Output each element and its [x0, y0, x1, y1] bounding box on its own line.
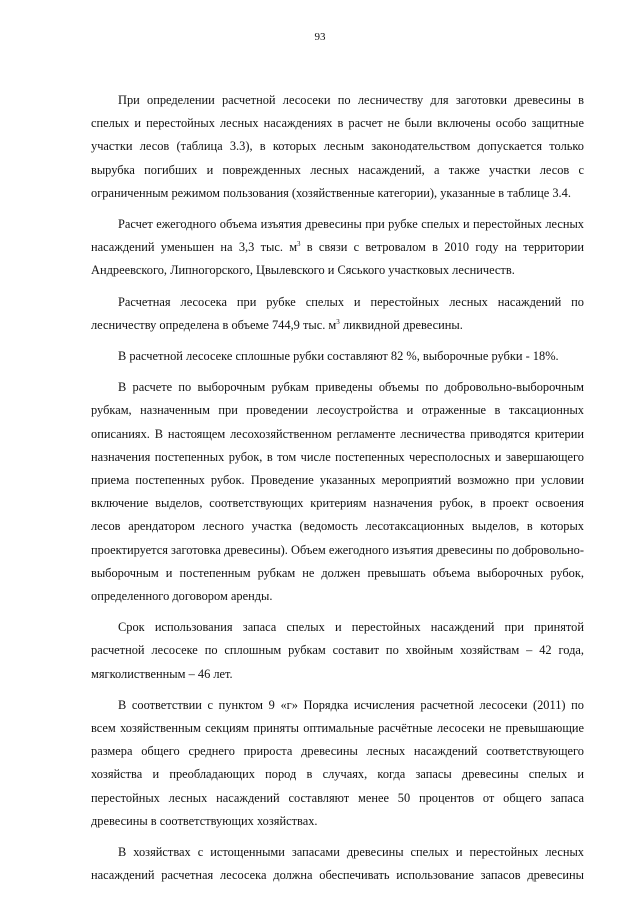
paragraph-text: Срок использования запаса спелых и перестойных насаждений при принятой расчетной лесосеке по сплошным рубкам составит по хвойным хозяйствам – 42 года, мягколиственным – 46 лет. — [91, 620, 584, 681]
paragraph-depleted-reserves — [91, 841, 584, 887]
paragraph-reserve-term — [91, 616, 584, 686]
paragraph-allowable-cut-volume — [91, 291, 584, 337]
paragraph-text: в связи с ветровалом в 2010 году на территории Андреевского, Липногорского, Цвылевского и Сяського участковых лесничеств. — [91, 240, 584, 278]
page-number: 93 — [314, 31, 326, 43]
paragraph-text: В хозяйствах с истощенными запасами древесины спелых и перестойных лесных насаждений расчетная лесосека должна обеспечивать использование запасов древесины — [91, 845, 584, 883]
paragraph-text: В соответствии с пунктом 9 «г» Порядка исчисления расчетной лесосеки (2011) по всем хозяйственным секциям приняты оптимальные расчётные лесосеки не превышающие размера общего среднего прироста древесины лесных насаждений соответствующего хозяйства и преобладающих пород в случаях, когда запасы древесины спелых и перестойных лесных насаждений составляют менее 50 процентов от общего запаса древесины в соответствующих хозяйствах. — [91, 697, 584, 828]
paragraph-text: ликвидной древесины. — [339, 317, 463, 332]
paragraph-text: В расчете по выборочным рубкам приведены объемы по добровольно-выборочным рубкам, назначенным при проведении лесоустройства и отраженные в таксационных описаниях. В настоящем лесохозяйственном регламенте лесничества приводятся критерии назначения постепенных рубок, в том числе постепенных чересполосных и завершающего приема постепенных рубок. Проведение указанных мероприятий возможно при условии включение выделов, соответствующих критериям назначения рубок, в проект освоения лесов арендатором лесного участка (ведомость лесотаксационных выделов, в которых проектируется заготовка древесины). Объем ежегодного изъятия древесины по добровольно-выборочным и постепенным рубкам не должен превышать объема выборочных рубок, определенного договором аренды. — [91, 380, 584, 604]
superscript-cubic: 3 — [336, 317, 340, 326]
body-text — [91, 89, 584, 888]
paragraph-selective-cutting — [91, 376, 584, 608]
paragraph-text: В расчетной лесосеке сплошные рубки составляют 82 %, выборочные рубки - 18%. — [118, 349, 559, 364]
paragraph-windfall-reduction — [91, 213, 584, 283]
paragraph-text: Расчетная лесосека при рубке спелых и перестойных лесных насаждений по лесничеству определена в объеме 744,9 тыс. м — [91, 294, 584, 332]
paragraph-text: При определении расчетной лесосеки по лесничеству для заготовки древесины в спелых и перестойных лесных насаждениях в расчет не были включены особо защитные участки лесов (таблица 3.3), в которых лесным законодательством допускается только вырубка погибших и поврежденных лесных насаждений, а также участки лесов с ограниченным режимом пользования (хозяйственные категории), указанные в таблице 3.4. — [91, 93, 584, 200]
paragraph-excluded-forests — [91, 89, 584, 205]
superscript-cubic: 3 — [297, 240, 301, 249]
paragraph-optimal-cut — [91, 694, 584, 833]
paragraph-text: Расчет ежегодного объема изъятия древесины при рубке спелых и перестойных лесных насаждений уменьшен на 3,3 тыс. м — [91, 217, 584, 255]
paragraph-cut-shares — [91, 345, 584, 368]
